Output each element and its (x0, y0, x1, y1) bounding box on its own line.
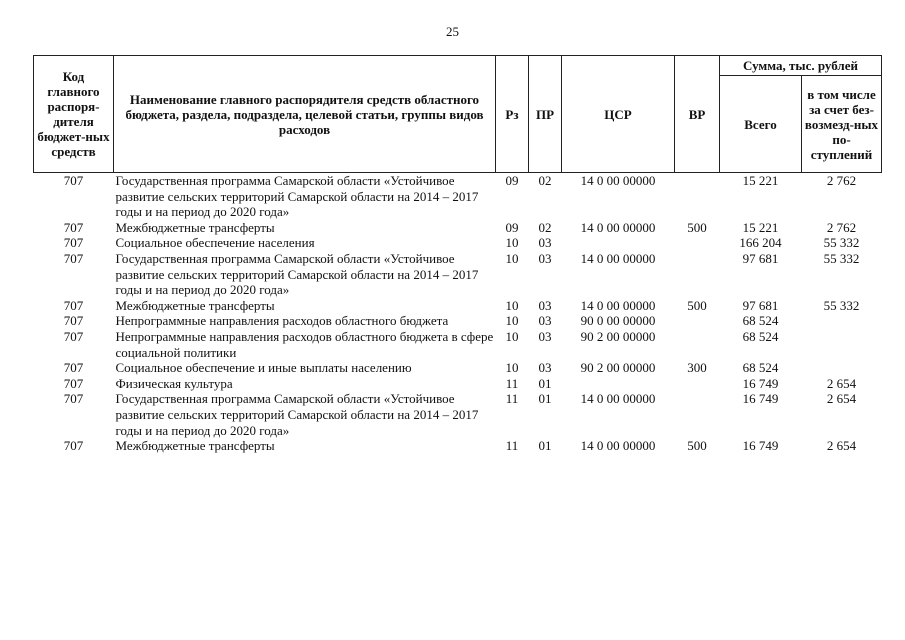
cell-rz: 10 (505, 235, 519, 251)
table-row (34, 298, 882, 314)
cell-name: Государственная программа Самарской области «Устойчивое развитие сельских территорий Самарской области на 2014 – 2017 годы и на период до 2020 года» (115, 391, 479, 438)
cell-csr: 90 2 00 00000 (580, 360, 656, 376)
cell-code: 707 (63, 297, 84, 313)
cell-vr: 500 (687, 438, 707, 454)
cell-code: 707 (63, 391, 84, 407)
header-csr: ЦСР (562, 56, 675, 173)
cell-csr: 14 0 00 00000 (580, 219, 656, 235)
cell-name: Межбюджетные трансферты (115, 297, 275, 313)
cell-pr: 03 (538, 297, 552, 313)
cell-total: 15 221 (742, 173, 779, 188)
budget-table (33, 55, 882, 454)
cell-free (802, 360, 882, 376)
cell-pr: 02 (538, 173, 552, 188)
cell-code: 707 (63, 375, 84, 391)
cell-name: Межбюджетные трансферты (115, 438, 275, 454)
cell-free: 2 654 (826, 391, 857, 407)
table-row (34, 360, 882, 376)
cell-pr: 03 (538, 328, 552, 344)
cell-total: 68 524 (742, 313, 779, 329)
cell-csr: 14 0 00 00000 (580, 391, 656, 407)
cell-free: 2 762 (826, 219, 857, 235)
cell-total: 15 221 (742, 219, 779, 235)
cell-free: 55 332 (823, 250, 860, 266)
cell-free: 2 654 (826, 375, 857, 391)
cell-vr: 500 (687, 219, 707, 235)
cell-rz: 11 (505, 438, 519, 454)
cell-pr: 01 (538, 438, 552, 454)
cell-csr: 14 0 00 00000 (580, 438, 656, 454)
cell-pr: 03 (538, 360, 552, 376)
cell-vr (675, 376, 720, 392)
cell-vr (675, 329, 720, 360)
cell-rz: 10 (505, 360, 519, 376)
cell-name: Непрограммные направления расходов областного бюджета в сфере социальной политики (115, 328, 494, 360)
table-row (34, 313, 882, 329)
cell-rz: 10 (505, 328, 519, 344)
cell-pr: 01 (538, 375, 552, 391)
cell-code: 707 (63, 219, 84, 235)
cell-csr: 14 0 00 00000 (580, 250, 656, 266)
header-sum-group: Сумма, тыс. рублей (720, 56, 882, 76)
header-free: в том числе за счет без-возмезд-ных по-ступлений (802, 76, 882, 173)
cell-code: 707 (63, 250, 84, 266)
cell-total: 16 749 (742, 438, 779, 454)
cell-free (802, 329, 882, 360)
cell-name: Государственная программа Самарской области «Устойчивое развитие сельских территорий Самарской области на 2014 – 2017 годы и на период до 2020 года» (115, 250, 479, 298)
header-rz: Рз (496, 56, 529, 173)
table-row (34, 438, 882, 454)
cell-code: 707 (63, 235, 84, 251)
header-pr: ПР (529, 56, 562, 173)
cell-vr (675, 391, 720, 438)
table-body (34, 173, 882, 454)
cell-code: 707 (63, 328, 84, 344)
table-row (34, 235, 882, 251)
cell-total: 68 524 (742, 360, 779, 376)
cell-total: 68 524 (742, 328, 779, 344)
cell-name: Социальное обеспечение и иные выплаты населению (115, 360, 412, 376)
cell-rz: 10 (505, 250, 519, 266)
cell-free: 55 332 (823, 235, 860, 251)
cell-code: 707 (63, 173, 84, 188)
cell-pr: 03 (538, 250, 552, 266)
cell-pr: 01 (538, 391, 552, 407)
cell-name: Непрограммные направления расходов областного бюджета (115, 313, 449, 329)
table-header (34, 56, 882, 173)
cell-name: Государственная программа Самарской области «Устойчивое развитие сельских территорий Самарской области на 2014 – 2017 годы и на период до 2020 года» (115, 173, 479, 220)
cell-csr (562, 235, 675, 251)
cell-pr: 03 (538, 313, 552, 329)
cell-csr: 90 2 00 00000 (580, 328, 656, 344)
cell-rz: 11 (505, 375, 519, 391)
table-row (34, 173, 882, 220)
cell-name: Физическая культура (115, 375, 233, 391)
header-name: Наименование главного распорядителя средств областного бюджета, раздела, подраздела, целевой статьи, группы видов расходов (114, 56, 496, 173)
table-row (34, 391, 882, 438)
cell-free (802, 313, 882, 329)
cell-total: 16 749 (742, 391, 779, 407)
cell-rz: 10 (505, 313, 519, 329)
cell-vr: 500 (687, 297, 707, 313)
cell-vr (675, 235, 720, 251)
cell-vr (675, 313, 720, 329)
cell-rz: 11 (505, 391, 519, 407)
table-row (34, 251, 882, 298)
cell-csr (562, 376, 675, 392)
cell-csr: 90 0 00 00000 (580, 313, 656, 329)
cell-code: 707 (63, 360, 84, 376)
cell-pr: 02 (538, 219, 552, 235)
cell-vr (675, 251, 720, 298)
cell-vr (675, 173, 720, 220)
cell-free: 2 654 (826, 438, 857, 454)
cell-code: 707 (63, 313, 84, 329)
cell-free: 55 332 (823, 297, 860, 313)
cell-name: Межбюджетные трансферты (115, 219, 275, 235)
cell-csr: 14 0 00 00000 (580, 297, 656, 313)
cell-total: 166 204 (739, 235, 782, 251)
table-row (34, 376, 882, 392)
header-code: Код главного распоря-дителя бюджет-ных средств (34, 56, 114, 173)
table-row (34, 220, 882, 236)
cell-pr: 03 (538, 235, 552, 251)
header-vr: ВР (675, 56, 720, 173)
cell-name: Социальное обеспечение населения (115, 235, 315, 251)
cell-vr: 300 (687, 360, 707, 376)
page-number: 25 (446, 24, 459, 39)
cell-rz: 09 (505, 219, 519, 235)
cell-code: 707 (63, 438, 84, 454)
cell-csr: 14 0 00 00000 (580, 173, 656, 188)
cell-total: 97 681 (742, 250, 779, 266)
table-row (34, 329, 882, 360)
cell-total: 97 681 (742, 297, 779, 313)
cell-rz: 09 (505, 173, 519, 188)
cell-rz: 10 (505, 297, 519, 313)
header-total: Всего (720, 76, 802, 173)
cell-total: 16 749 (742, 375, 779, 391)
cell-free: 2 762 (826, 173, 857, 188)
